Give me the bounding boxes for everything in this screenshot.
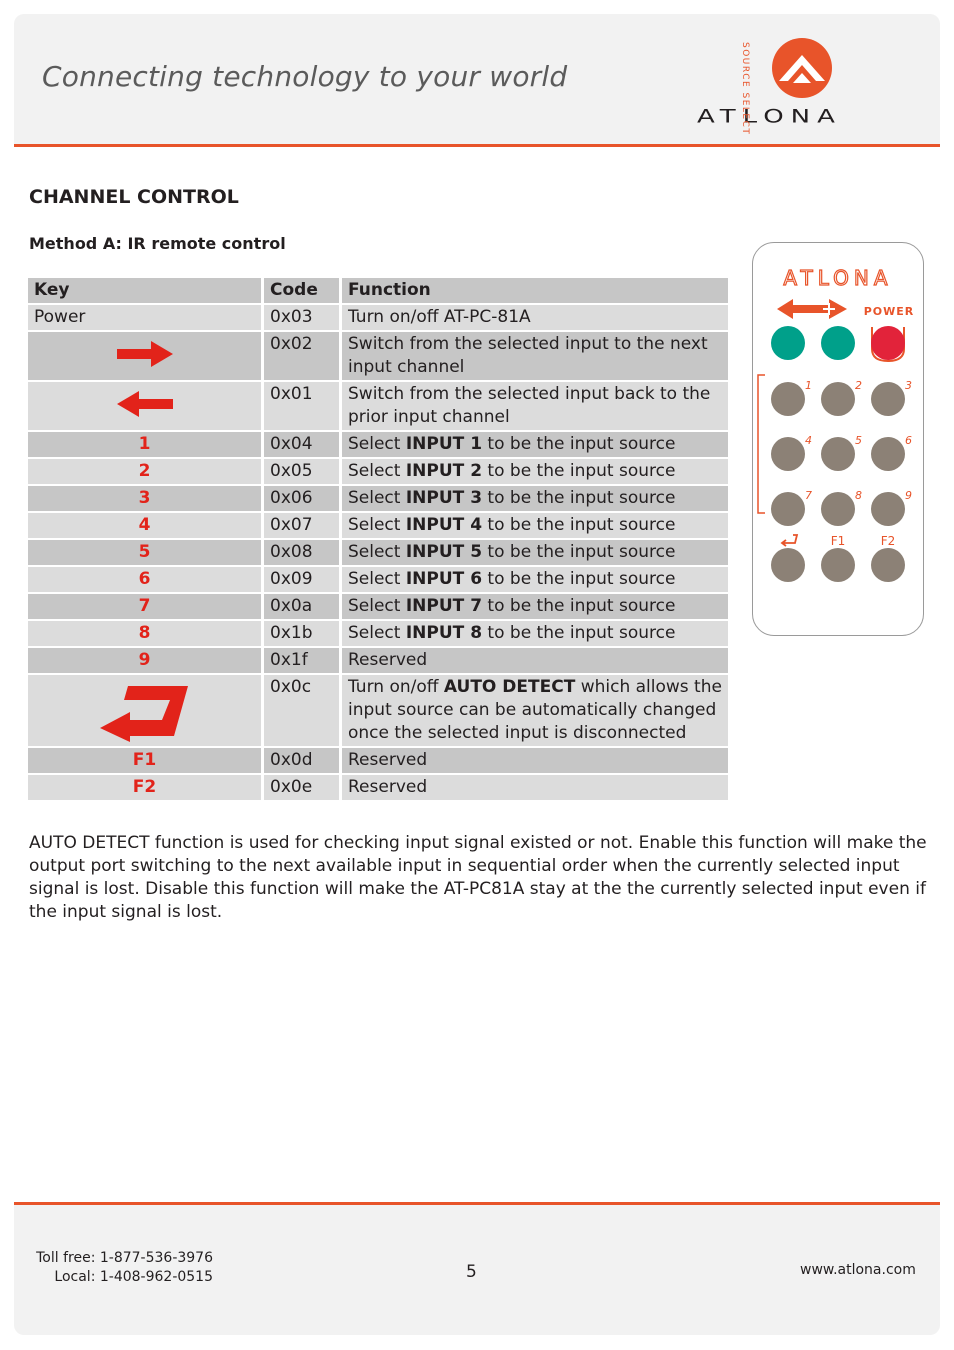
- key-cell: F1: [28, 748, 264, 773]
- table-row: [28, 621, 728, 646]
- function-text: Select: [348, 515, 406, 535]
- column-header-code: Code: [264, 278, 342, 303]
- column-header-function: Function: [342, 278, 728, 303]
- method-title: Method A: IR remote control: [29, 234, 286, 253]
- table-row: [28, 432, 728, 457]
- remote-key-7: [771, 492, 805, 526]
- function-text: Turn on/off: [348, 677, 444, 697]
- remote-key-8: [821, 492, 855, 526]
- function-text: Reserved: [348, 650, 428, 670]
- return-arrow-icon: [98, 682, 192, 742]
- code-cell: 0x0e: [264, 775, 342, 800]
- code-cell: 0x03: [264, 305, 342, 330]
- function-text: to be the input source: [482, 569, 676, 589]
- function-text: Select: [348, 461, 406, 481]
- code-cell: 0x01: [264, 382, 342, 430]
- code-cell: 0x0d: [264, 748, 342, 773]
- function-text: Select: [348, 623, 406, 643]
- function-bold-text: INPUT 8: [405, 623, 483, 643]
- table-row: [28, 775, 728, 800]
- remote-auto-detect-key: [771, 548, 805, 582]
- function-bold-text: INPUT 7: [405, 596, 483, 616]
- local-number: Local: 1-408-962-0515: [54, 1269, 213, 1285]
- remote-f1-key: [821, 548, 855, 582]
- function-bold-text: INPUT 5: [405, 542, 483, 562]
- code-cell: 0x09: [264, 567, 342, 592]
- code-cell: 0x02: [264, 332, 342, 380]
- remote-next-button: [771, 326, 805, 360]
- function-bold-text: AUTO DETECT: [443, 677, 576, 697]
- key-cell: [28, 332, 264, 380]
- remote-key-9-label: 9: [905, 489, 912, 502]
- remote-key-4-label: 4: [805, 434, 812, 447]
- remote-key-7-label: 7: [805, 489, 812, 502]
- remote-key-5: [821, 437, 855, 471]
- key-cell: 1: [28, 432, 264, 457]
- tagline: Connecting technology to your world: [42, 60, 568, 93]
- table-row: [28, 748, 728, 773]
- key-cell: F2: [28, 775, 264, 800]
- remote-prev-button: [821, 326, 855, 360]
- remote-key-8-label: 8: [855, 489, 862, 502]
- remote-power-label: POWER: [863, 305, 915, 318]
- code-cell: 0x0a: [264, 594, 342, 619]
- function-text: Switch from the selected input to the next input channel: [348, 334, 708, 377]
- function-cell: [342, 775, 728, 800]
- function-text: to be the input source: [482, 434, 676, 454]
- code-cell: 0x1b: [264, 621, 342, 646]
- section-title: CHANNEL CONTROL: [29, 186, 239, 208]
- function-text: Reserved: [348, 777, 428, 797]
- key-cell: 5: [28, 540, 264, 565]
- function-cell: [342, 432, 728, 457]
- remote-key-6: [871, 437, 905, 471]
- remote-source-select-label: SOURCE SELECT: [740, 42, 750, 136]
- function-text: Reserved: [348, 750, 428, 770]
- header-divider: [14, 144, 940, 147]
- remote-control-drawing: [740, 42, 923, 635]
- remote-key-3-label: 3: [905, 379, 912, 392]
- table-row: [28, 594, 728, 619]
- function-cell: [342, 305, 728, 330]
- function-cell: [342, 621, 728, 646]
- code-cell: 0x08: [264, 540, 342, 565]
- function-cell: [342, 567, 728, 592]
- key-cell: 8: [28, 621, 264, 646]
- function-text: Turn on/off AT-PC-81A: [348, 307, 531, 327]
- table-row: [28, 332, 728, 380]
- function-text: to be the input source: [482, 623, 676, 643]
- remote-key-3: [871, 382, 905, 416]
- function-bold-text: INPUT 2: [405, 461, 483, 481]
- code-cell: 0x06: [264, 486, 342, 511]
- key-cell: 2: [28, 459, 264, 484]
- key-cell: 7: [28, 594, 264, 619]
- remote-key-4: [771, 437, 805, 471]
- function-bold-text: INPUT 4: [405, 515, 483, 535]
- function-text: to be the input source: [482, 461, 676, 481]
- code-cell: 0x07: [264, 513, 342, 538]
- remote-source-bracket-icon: [758, 375, 765, 513]
- toll-free-number: Toll free: 1-877-536-3976: [36, 1250, 213, 1266]
- function-bold-text: INPUT 6: [405, 569, 483, 589]
- remote-double-arrow-icon: [777, 299, 847, 319]
- page-number: 5: [466, 1262, 477, 1282]
- contact-phones: [35, 1249, 213, 1287]
- table-row: [28, 486, 728, 511]
- function-text: Switch from the selected input back to the prior input channel: [348, 384, 711, 427]
- remote-f2-label: F2: [880, 534, 896, 548]
- remote-key-1: [771, 382, 805, 416]
- function-cell: [342, 648, 728, 673]
- remote-key-6-label: 6: [905, 434, 912, 447]
- remote-return-arrow-icon: [782, 535, 797, 546]
- code-cell: 0x05: [264, 459, 342, 484]
- remote-key-5-label: 5: [855, 434, 862, 447]
- function-cell: [342, 513, 728, 538]
- function-cell: [342, 332, 728, 380]
- key-cell: [28, 675, 264, 746]
- remote-brand: ATLONA: [783, 266, 893, 290]
- code-cell: 0x1f: [264, 648, 342, 673]
- column-header-key: Key: [28, 278, 264, 303]
- arrow-left-icon: [115, 389, 175, 419]
- table-row: [28, 305, 728, 330]
- function-cell: [342, 675, 728, 746]
- table-row: [28, 382, 728, 430]
- function-text: to be the input source: [482, 488, 676, 508]
- key-cell: 4: [28, 513, 264, 538]
- code-cell: 0x0c: [264, 675, 342, 746]
- table-row: [28, 648, 728, 673]
- function-bold-text: INPUT 3: [405, 488, 483, 508]
- function-cell: [342, 594, 728, 619]
- table-row: [28, 459, 728, 484]
- table-header-row: [28, 278, 728, 303]
- auto-detect-note: AUTO DETECT function is used for checking input signal existed or not. Enable this function will make the output port switching to the next available input in sequential order when the currently selected input signal is lost. Disable this function will make the AT-PC81A stay at the the currently selected input even if the input signal is lost.: [29, 833, 927, 922]
- atlona-logo-icon: [771, 37, 833, 99]
- function-text: Select: [348, 488, 406, 508]
- function-cell: [342, 459, 728, 484]
- function-cell: [342, 540, 728, 565]
- function-text: Select: [348, 569, 406, 589]
- key-cell: 9: [28, 648, 264, 673]
- key-cell: [28, 382, 264, 430]
- key-cell: Power: [28, 305, 264, 330]
- ir-code-table: [28, 276, 728, 802]
- function-text: Select: [348, 434, 406, 454]
- function-cell: [342, 486, 728, 511]
- remote-key-9: [871, 492, 905, 526]
- function-text: to be the input source: [482, 542, 676, 562]
- remote-key-2: [821, 382, 855, 416]
- function-text: which allows the input source can be automatically changed once the selected input is disconnected: [348, 677, 722, 743]
- arrow-right-icon: [115, 339, 175, 369]
- key-cell: 6: [28, 567, 264, 592]
- table-row: [28, 540, 728, 565]
- function-cell: [342, 382, 728, 430]
- remote-power-button: [871, 326, 905, 360]
- table-row: [28, 513, 728, 538]
- function-bold-text: INPUT 1: [405, 434, 483, 454]
- remote-f1-label: F1: [830, 534, 846, 548]
- table-row: [28, 567, 728, 592]
- function-text: to be the input source: [482, 515, 676, 535]
- table-row: [28, 675, 728, 746]
- function-text: Select: [348, 542, 406, 562]
- remote-control-illustration: [740, 42, 924, 636]
- code-cell: 0x04: [264, 432, 342, 457]
- remote-f2-key: [871, 548, 905, 582]
- function-cell: [342, 748, 728, 773]
- function-text: to be the input source: [482, 596, 676, 616]
- key-cell: 3: [28, 486, 264, 511]
- remote-key-2-label: 2: [855, 379, 862, 392]
- remote-key-1-label: 1: [805, 379, 812, 392]
- function-text: Select: [348, 596, 406, 616]
- brand-wordmark: ATLONA: [697, 106, 842, 128]
- website-link[interactable]: www.atlona.com: [800, 1262, 916, 1278]
